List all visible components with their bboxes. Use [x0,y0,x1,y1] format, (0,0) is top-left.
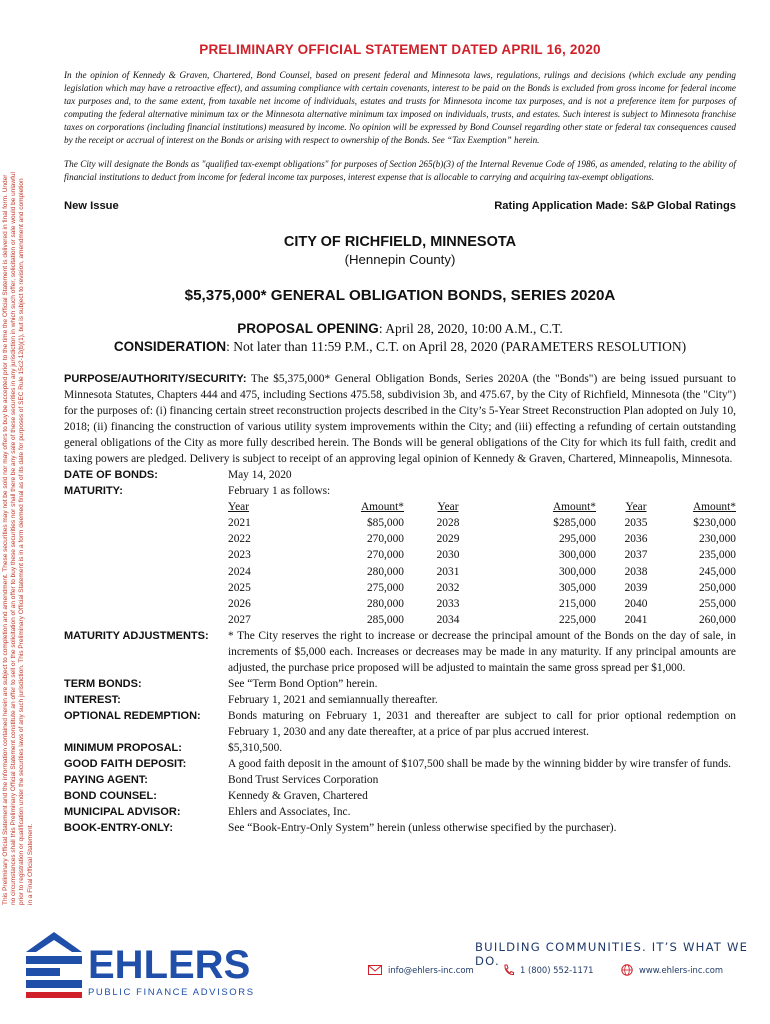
terms-bottom [64,628,736,836]
term-label: MUNICIPAL ADVISOR: [64,806,181,819]
proposal-block [64,320,736,356]
column-header: Amount* [552,500,596,513]
table-row [228,547,736,563]
consideration-value: : Not later than 11:59 P.M., C.T. on April 28, 2020 (PARAMETERS RESOLUTION) [226,338,687,354]
maturity-amount-cell: 250,000 [698,581,736,594]
globe-icon [621,964,633,976]
logo-wordmark: EHLERS [88,943,251,987]
consideration-label: CONSIDERATION [113,338,227,354]
term-row [64,772,736,788]
term-value: February 1 as follows: [228,484,331,497]
term-value: See “Term Bond Option” herein. [228,678,378,691]
term-value: February 1, 2021 and semiannually thereafter. [228,694,438,707]
table-row [228,515,736,531]
phone-link[interactable]: 1 (800) 552-1171 [520,965,594,975]
table-header-row [228,499,736,515]
maturity-amount-cell: $85,000 [366,517,404,530]
new-issue-label: New Issue [64,199,119,212]
contact-web[interactable] [621,964,723,976]
maturity-schedule-table [228,499,736,629]
maturity-rows [228,515,736,628]
term-value: $5,310,500. [228,742,283,755]
maturity-year-cell: 2032 [436,581,460,594]
table-row [228,531,736,547]
term-row [64,820,736,836]
maturity-amount-cell: 300,000 [558,549,596,562]
proposal-opening-label: PROPOSAL OPENING [237,320,379,336]
term-row [64,628,736,676]
maturity-year-cell: 2039 [624,581,648,594]
maturity-amount-cell: 215,000 [558,597,596,610]
ehlers-logo [24,928,255,1000]
rating-label: Rating Application Made: S&P Global Ratings [494,199,736,212]
issue-row [64,200,736,212]
term-label: MATURITY ADJUSTMENTS: [64,630,209,643]
maturity-amount-cell: 300,000 [558,565,596,578]
term-label: OPTIONAL REDEMPTION: [64,710,201,723]
bond-title: $5,375,000* GENERAL OBLIGATION BONDS, SERIES 2020A [184,286,616,304]
column-header: Amount* [692,500,736,513]
maturity-year-cell: 2030 [436,549,460,562]
maturity-amount-cell: 225,000 [558,614,596,627]
maturity-amount-cell: 255,000 [698,597,736,610]
maturity-amount-cell: 260,000 [698,614,736,627]
maturity-year-cell: 2040 [624,597,648,610]
term-label: BOND COUNSEL: [64,790,157,803]
disclaimer-line: in a Final Official Statement. [26,823,34,905]
table-row [228,596,736,612]
term-label: BOOK-ENTRY-ONLY: [64,822,173,835]
term-row [64,692,736,708]
term-label: PAYING AGENT: [64,774,148,787]
contact-email[interactable] [368,964,503,976]
term-label: DATE OF BONDS: [64,468,158,481]
maturity-amount-cell: 270,000 [366,533,404,546]
maturity-year-cell: 2041 [624,614,648,627]
term-row [64,483,736,499]
issuer-title: CITY OF RICHFIELD, MINNESOTA [283,233,517,250]
table-row [228,564,736,580]
document-page [64,42,736,836]
logo-subtitle: PUBLIC FINANCE ADVISORS [88,987,255,998]
maturity-year-cell: 2022 [228,533,251,546]
column-header: Year [625,500,647,513]
maturity-amount-cell: 285,000 [366,614,404,627]
term-row [64,708,736,740]
footer-tagline: BUILDING COMMUNITIES. IT’S WHAT WE DO. [475,940,749,968]
maturity-amount-cell: 270,000 [366,549,404,562]
maturity-year-cell: 2031 [436,565,460,578]
term-value: A good faith deposit in the amount of $107,500 shall be made by the winning bidder by wire transfer of funds. [228,758,731,771]
disclaimer-line: prior to registration or qualification under the securities laws of any such jurisdiction. This Preliminary Official Statement is in a form deemed final as of its date for purposes of SEC Rule 15c2-12(b)(1), but is subject to revision, amendment and completion [18,178,26,905]
term-row [64,467,736,483]
maturity-year-cell: 2025 [228,581,251,594]
column-header: Year [437,500,459,513]
maturity-year-cell: 2024 [228,565,251,578]
maturity-amount-cell: $285,000 [553,517,596,530]
term-label: GOOD FAITH DEPOSIT: [64,758,187,771]
purpose-text: The $5,375,000* General Obligation Bonds, Series 2020A (the "Bonds") are being issued pursuant to Minnesota Statutes, Chapters 444 and 475, including Sections 475.58, subdivision 3b, and 475.67, by the City of Richfield, Minnesota (the "City") for the purposes of: (i) financing certain street reconstruction projects described in the City’s 5-Year Street Reconstruction Plan adopted on July 10, 2018; (ii) financing the construction of various utility system improvements within the City; and (iii) effecting a refunding of certain outstanding general obligations of the City as more fully described herein. The Bonds will be general obligations of the City for which its full faith, credit and taxing powers are pledged. Delivery is subject to receipt of an approving legal opinion of Kennedy & Graven, Chartered, Minneapolis, Minnesota. [64,372,736,465]
term-label: INTEREST: [64,694,121,707]
maturity-amount-cell: 305,000 [558,581,596,594]
term-label: MATURITY: [64,484,123,497]
table-row [228,612,736,628]
term-row [64,756,736,772]
envelope-icon [368,965,382,975]
maturity-amount-cell: 275,000 [366,581,404,594]
website-link[interactable]: www.ehlers-inc.com [639,965,723,975]
maturity-year-cell: 2029 [436,533,460,546]
maturity-year-cell: 2035 [624,517,648,530]
purpose-label: PURPOSE/AUTHORITY/SECURITY: [64,372,247,385]
maturity-year-cell: 2028 [436,517,460,530]
table-row [228,580,736,596]
disclaimer-line: no circumstances shall this Preliminary Official Statement constitute an offer to sell or the solicitation of an offer to buy these securities nor shall there be any sale of these securities in any jurisdiction in which such offer, solicitation or sale would be unlawful [10,172,18,905]
purpose-paragraph [64,371,736,467]
contact-phone[interactable] [503,964,621,976]
term-value: May 14, 2020 [228,468,292,481]
terms-top [64,467,736,499]
maturity-year-cell: 2036 [624,533,648,546]
term-label: MINIMUM PROPOSAL: [64,742,182,755]
term-row [64,676,736,692]
disclaimer-line: This Preliminary Official Statement and the information contained herein are subject to completion and amendment. These securities may not be sold nor may offers to buy be accepted prior to the time the Official Statement is delivered in final form. Under [2,174,9,905]
term-value: Ehlers and Associates, Inc. [228,806,351,819]
term-value: See “Book-Entry-Only System” herein (unless otherwise specified by the purchaser). [228,822,617,835]
maturity-amount-cell: 245,000 [698,565,736,578]
maturity-year-cell: 2034 [436,614,460,627]
term-label: TERM BONDS: [64,678,142,691]
term-row [64,804,736,820]
proposal-opening-value: : April 28, 2020, 10:00 A.M., C.T. [378,320,563,336]
term-row [64,788,736,804]
footer-contacts [368,964,740,976]
maturity-year-cell: 2021 [228,517,251,530]
county-subtitle: (Hennepin County) [344,251,456,267]
building-mark-icon [26,932,82,998]
disclaimer-sidebar [2,50,54,905]
preliminary-heading: PRELIMINARY OFFICIAL STATEMENT DATED APRIL 16, 2020 [199,42,601,57]
column-header: Year [228,500,249,513]
maturity-amount-cell: 280,000 [366,565,404,578]
maturity-amount-cell: 295,000 [558,533,596,546]
tax-exempt-designation-paragraph: The City will designate the Bonds as "qualified tax-exempt obligations" for purposes of Section 265(b)(3) of the Internal Revenue Code of 1986, as amended, relating to the ability of financial institutions to deduct from income for federal income tax purposes, interest expense that is allocable to carrying and acquiring tax-exempt obligations. [64,158,736,182]
term-row [64,740,736,756]
maturity-year-cell: 2037 [624,549,648,562]
maturity-year-cell: 2027 [228,614,251,627]
maturity-year-cell: 2026 [228,597,251,610]
maturity-amount-cell: 280,000 [366,597,404,610]
phone-icon [503,964,514,976]
maturity-amount-cell: 235,000 [698,549,736,562]
tax-opinion-paragraph: In the opinion of Kennedy & Graven, Chartered, Bond Counsel, based on present federal and Minnesota laws, regulations, rulings and decisions (which exclude any pending legislation which may have a retroactive effect), and assuming compliance with certain covenants, interest to be paid on the Bonds is excluded from gross income for federal income tax purposes and, to the same extent, from taxable net income of individuals, estates and trusts for Minnesota income tax purposes, and is not a preference item for purposes of computing the federal alternative minimum tax or the Minnesota alternative minimum tax imposed on individuals, trusts, and estates. Such interest is subject to Minnesota franchise taxes on corporations (including financial institutions) measured by income. No opinion will be expressed by Bond Counsel regarding other state or federal tax consequences caused by the receipt or accrual of interest on the Bonds or arising with respect to ownership of the Bonds. See “Tax Exemption” herein. [64,70,736,146]
column-header: Amount* [360,500,404,513]
maturity-amount-cell: 230,000 [698,533,736,546]
email-link[interactable]: info@ehlers-inc.com [388,965,474,975]
maturity-year-cell: 2033 [436,597,460,610]
maturity-amount-cell: $230,000 [693,517,736,530]
maturity-year-cell: 2023 [228,549,251,562]
term-value: Bonds maturing on February 1, 2031 and thereafter are subject to call for prior optional redemption on February 1, 2030 and any date thereafter, at a price of par plus accrued interest. [228,710,736,739]
term-value: * The City reserves the right to increase or decrease the principal amount of the Bonds on the day of sale, in increments of $5,000 each. Increases or decreases may be made in any maturity. If any principal amounts are adjusted, the purchase price proposed will be adjusted to maintain the same gross spread per $1,000. [228,630,736,675]
term-value: Kennedy & Graven, Chartered [228,790,368,803]
term-value: Bond Trust Services Corporation [228,774,379,787]
maturity-year-cell: 2038 [624,565,648,578]
